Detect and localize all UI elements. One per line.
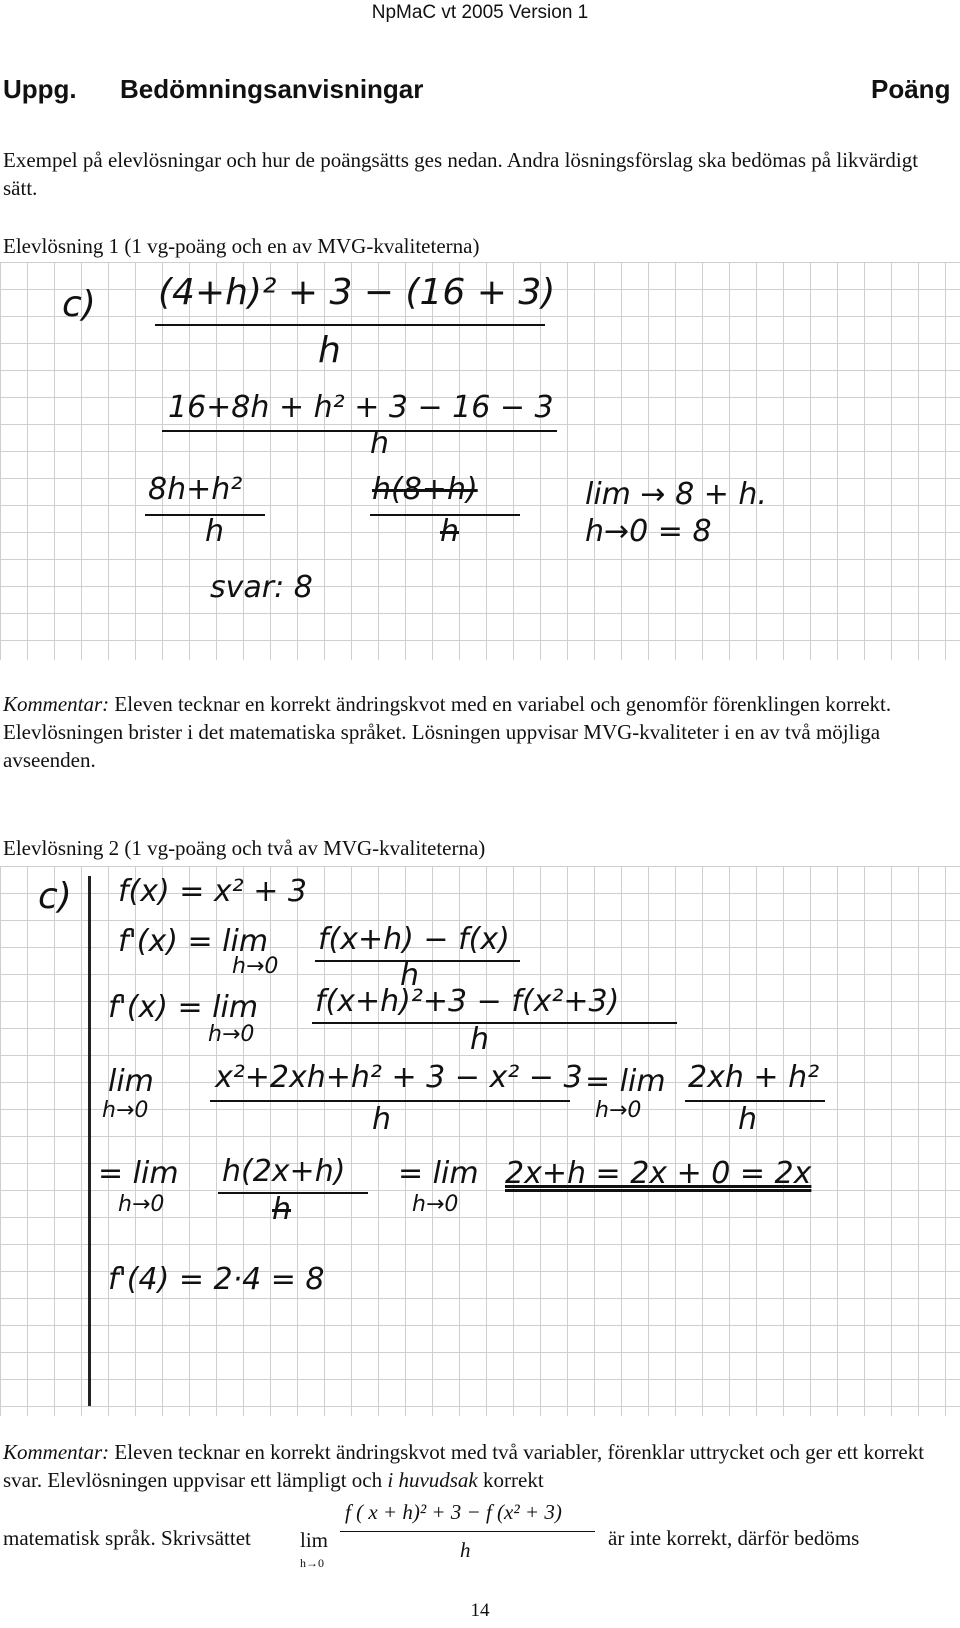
solution2-comment-line3-end: är inte korrekt, därför bedöms bbox=[608, 1526, 860, 1550]
solution2-line4-num2: 2xh + h² bbox=[688, 1060, 820, 1095]
solution1-label: c) bbox=[62, 284, 96, 325]
solution2-line5-mid: = lim bbox=[398, 1156, 479, 1191]
solution2-line5-den: h bbox=[272, 1192, 292, 1227]
solution1-numerator-1: (4+h)² + 3 − (16 + 3) bbox=[158, 272, 556, 313]
solution2-margin-line bbox=[88, 876, 91, 1406]
solution2-comment-text-end: korrekt bbox=[477, 1468, 544, 1492]
solution2-comment-text: Eleven tecknar en korrekt ändringskvot med två variabler, förenklar uttrycket och ger ett korrekt svar. Elevlösningen uppvisar ett lämpligt och bbox=[3, 1440, 925, 1492]
solution2-line5-sub: h→0 bbox=[118, 1192, 165, 1217]
solution2-line5-end: 2x+h = 2x + 0 = 2x bbox=[505, 1156, 812, 1191]
solution2-heading: Elevlösning 2 (1 vg-poäng och två av MVG-kvaliteterna) bbox=[3, 836, 486, 860]
solution2-comment bbox=[3, 1438, 943, 1494]
solution1-fraction-bar-2 bbox=[162, 430, 557, 432]
solution1-comment-text: Eleven tecknar en korrekt ändringskvot med en variabel och genomför förenklingen korrekt. Elevlösningen brister i det matematiska språket. Lösningen uppvisar MVG-kvaliteter i en av två möjliga avseenden. bbox=[3, 692, 892, 772]
solution2-line4-num: x²+2xh+h² + 3 − x² − 3 bbox=[215, 1060, 583, 1095]
solution2-comment-line3-start: matematisk språk. Skrivsättet bbox=[3, 1526, 251, 1550]
solution2-comment-italic: i huvudsak bbox=[387, 1468, 478, 1492]
solution2-line2-num: f(x+h) − f(x) bbox=[318, 922, 510, 957]
intro-text: Exempel på elevlösningar och hur de poängsätts ges nedan. Andra lösningsförslag ska bedömas på likvärdigt sätt. bbox=[3, 148, 919, 200]
solution1-numerator-4: h(8+h) bbox=[372, 472, 478, 507]
solution2-line4-sub: h→0 bbox=[102, 1098, 149, 1123]
solution2-handwriting-panel bbox=[0, 866, 960, 1416]
solution2-line4-eq: = lim bbox=[585, 1064, 666, 1099]
formula-lim: lim bbox=[300, 1528, 329, 1552]
solution2-line2-lim: f'(x) = lim bbox=[118, 924, 269, 959]
solution1-comment-label: Kommentar: bbox=[3, 692, 110, 716]
solution1-limit-a: lim → 8 + h. bbox=[585, 477, 767, 512]
solution1-denominator-2: h bbox=[370, 426, 390, 461]
solution1-numerator-2: 16+8h + h² + 3 − 16 − 3 bbox=[168, 390, 554, 425]
solution1-handwriting-panel bbox=[0, 262, 960, 660]
formula-numerator: f ( x + h)² + 3 − f (x² + 3) bbox=[345, 1500, 562, 1524]
solution2-label: c) bbox=[38, 876, 72, 917]
solution2-comment-label: Kommentar: bbox=[3, 1440, 110, 1464]
solution2-line4-den2: h bbox=[738, 1102, 758, 1137]
solution2-line3-num: f(x+h)²+3 − f(x²+3) bbox=[315, 984, 620, 1019]
column-header-bedomning: Bedömningsanvisningar bbox=[120, 74, 424, 104]
solution2-line4-den: h bbox=[372, 1102, 392, 1137]
solution2-line5-mid-sub: h→0 bbox=[412, 1192, 459, 1217]
solution1-comment bbox=[3, 690, 943, 774]
solution1-limit-b: h→0 = 8 bbox=[585, 514, 712, 549]
column-header-poang: Poäng bbox=[871, 74, 951, 104]
solution1-denominator-4: h bbox=[440, 514, 460, 549]
formula-fraction-bar bbox=[340, 1531, 595, 1532]
solution2-line5-bar bbox=[218, 1192, 368, 1194]
header-title: NpMaC vt 2005 Version 1 bbox=[371, 2, 589, 23]
solution2-line3-lim: f'(x) = lim bbox=[108, 990, 259, 1025]
solution1-numerator-3: 8h+h² bbox=[148, 472, 243, 507]
column-header-uppg: Uppg. bbox=[3, 74, 77, 104]
solution2-line5-num: h(2x+h) bbox=[222, 1154, 346, 1189]
solution2-line1: f(x) = x² + 3 bbox=[118, 874, 308, 909]
solution2-line3-sub: h→0 bbox=[208, 1022, 255, 1047]
solution2-line4-lim: lim bbox=[108, 1064, 154, 1099]
solution1-denominator-3: h bbox=[205, 514, 225, 549]
page-number: 14 bbox=[470, 1600, 490, 1621]
solution2-line6: f'(4) = 2·4 = 8 bbox=[108, 1262, 325, 1297]
formula-sub: h→0 bbox=[300, 1556, 324, 1570]
solution1-heading: Elevlösning 1 (1 vg-poäng och en av MVG-kvaliteterna) bbox=[3, 234, 480, 258]
solution1-fraction-bar-1 bbox=[155, 324, 545, 326]
solution2-line3-den: h bbox=[470, 1022, 490, 1057]
solution2-line2-den: h bbox=[400, 958, 420, 993]
solution2-line5-lim: = lim bbox=[98, 1156, 179, 1191]
solution2-line3-bar bbox=[312, 1022, 677, 1024]
solution1-answer: svar: 8 bbox=[210, 570, 313, 605]
formula-denominator: h bbox=[460, 1538, 471, 1562]
solution2-line4-eq-sub: h→0 bbox=[595, 1098, 642, 1123]
solution2-line2-sub: h→0 bbox=[232, 954, 279, 979]
solution1-denominator-1: h bbox=[318, 330, 341, 371]
